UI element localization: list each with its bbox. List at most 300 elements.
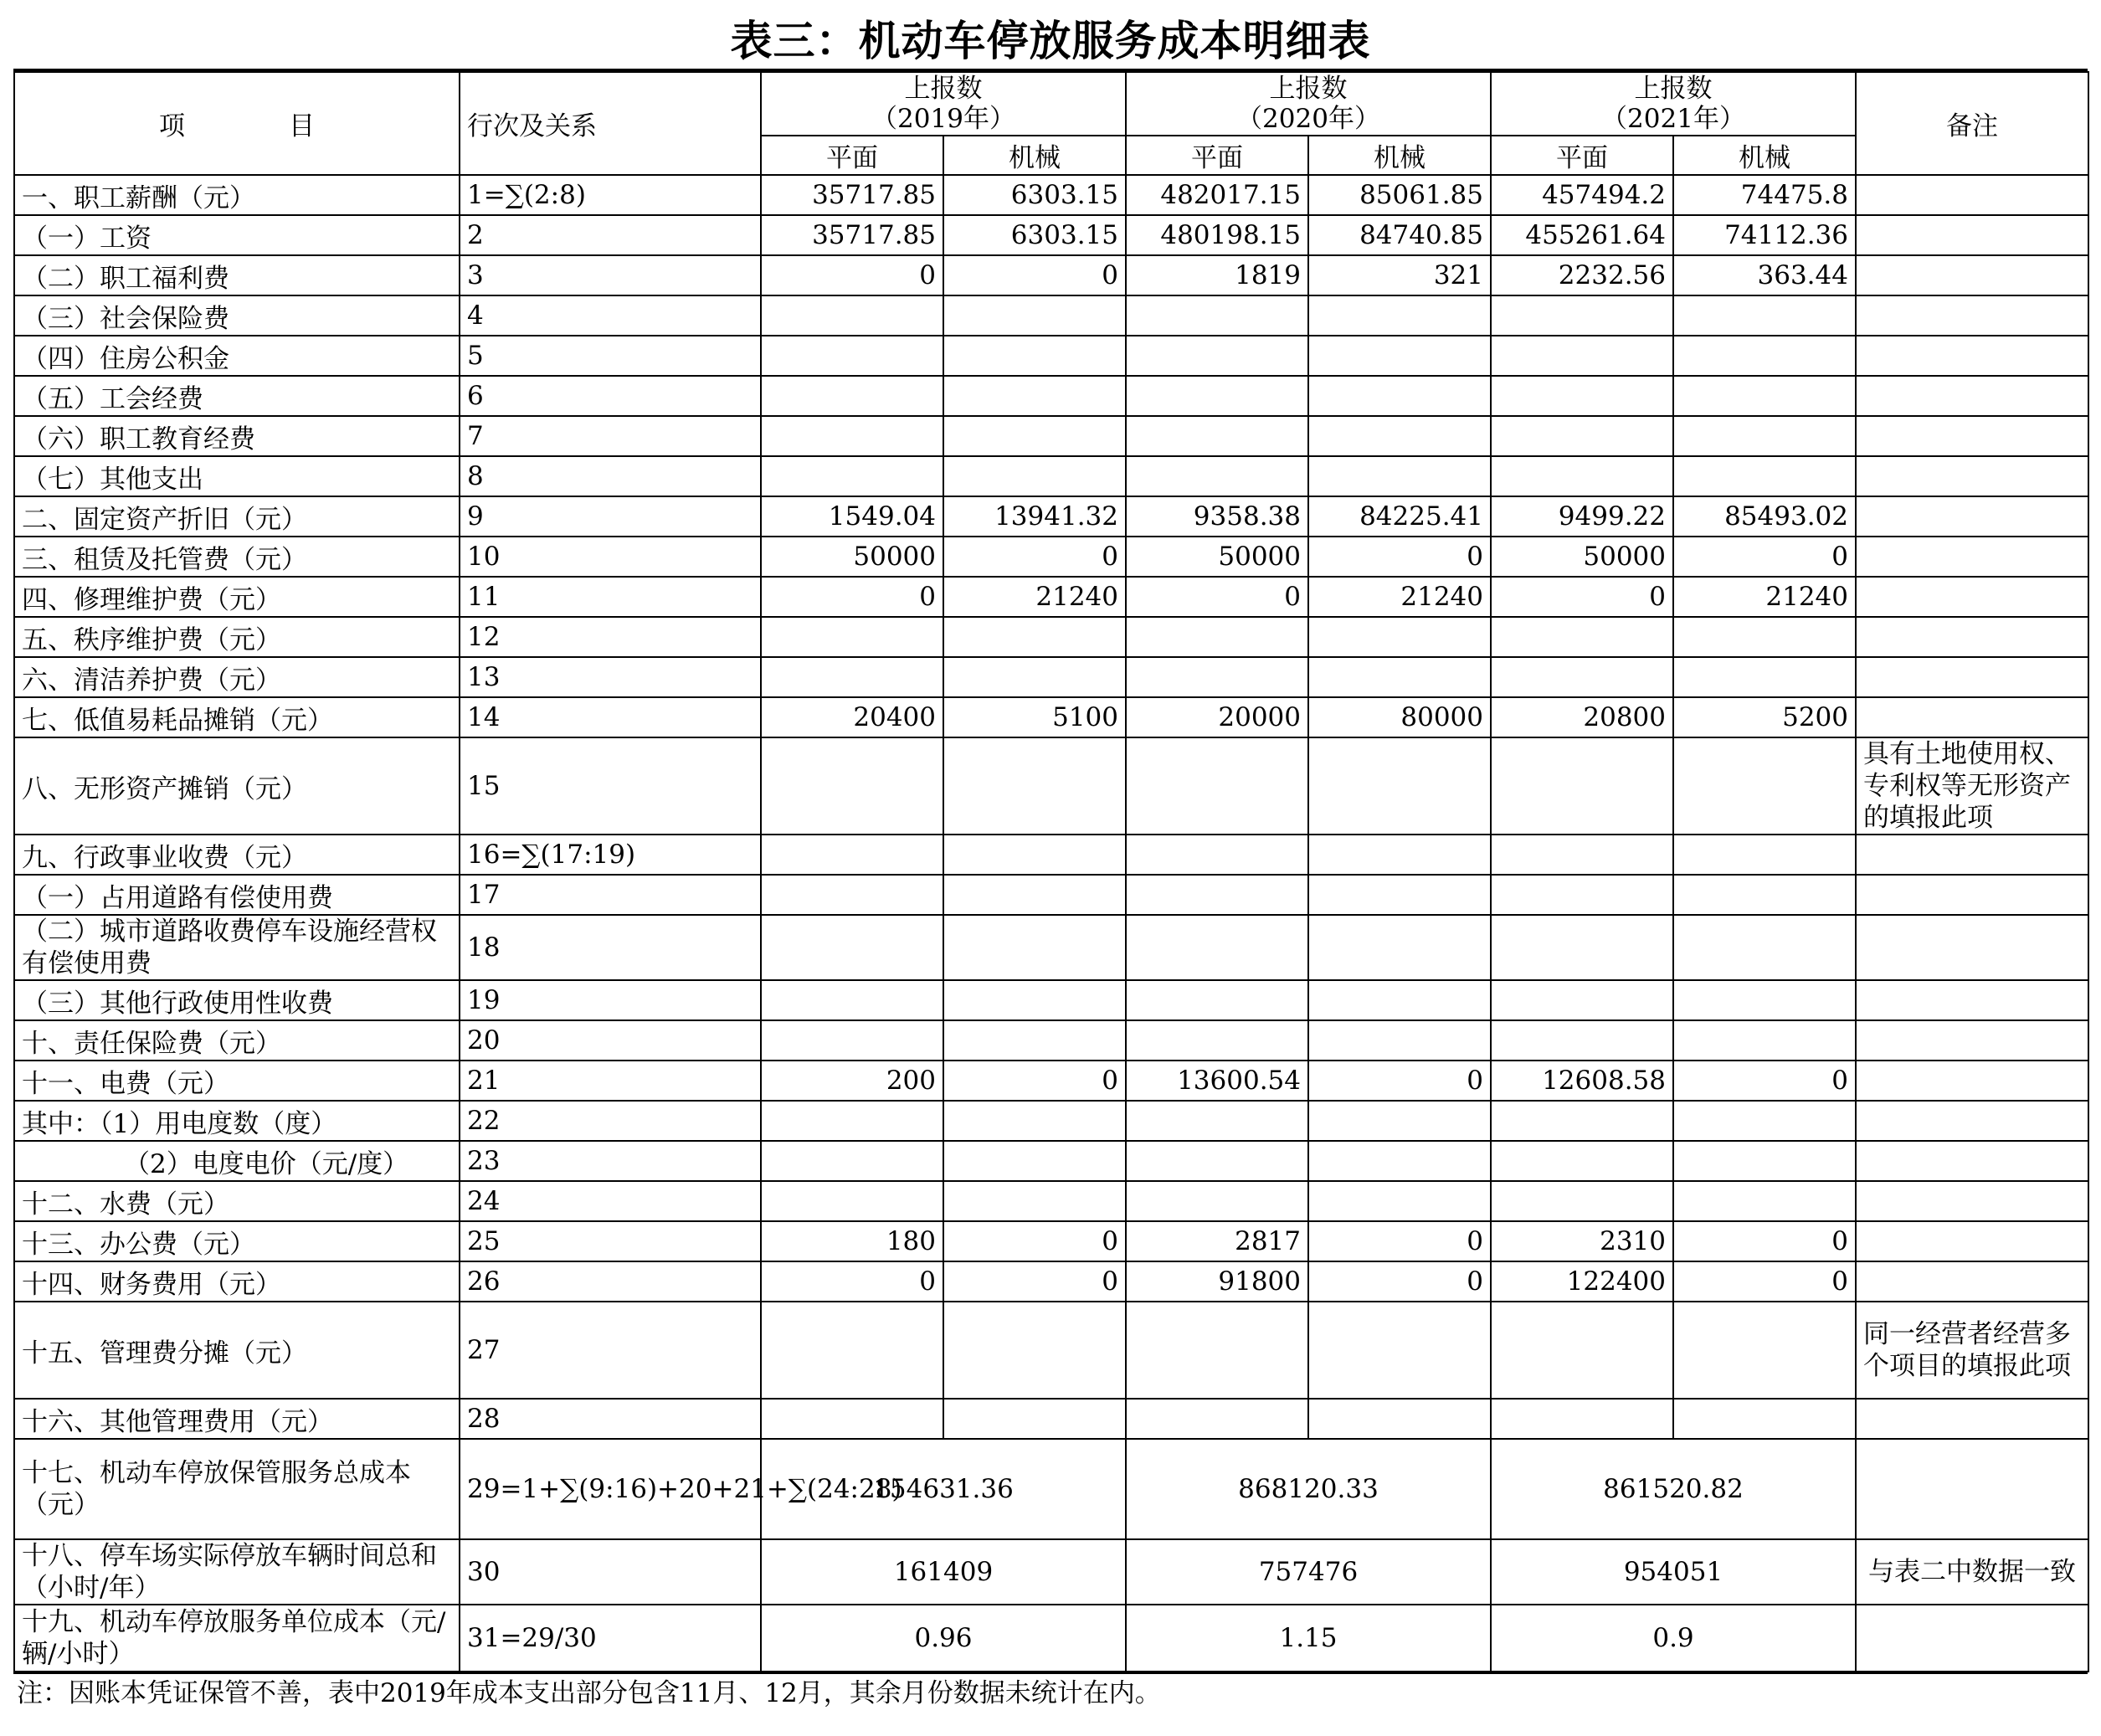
row-relation: 16=∑(17:19)	[460, 835, 761, 875]
row-value-cell: 0	[761, 1261, 943, 1302]
row-value-cell: 35717.85	[761, 175, 943, 215]
row-value-cell	[1126, 657, 1308, 697]
header-flat-2019: 平面	[761, 136, 943, 175]
row-value-cell	[1491, 295, 1673, 336]
row-item-label: 十六、其他管理费用（元）	[14, 1399, 460, 1439]
row-remark	[1856, 1101, 2088, 1141]
row-value-cell: 12608.58	[1491, 1061, 1673, 1101]
row-item-label: 十五、管理费分摊（元）	[14, 1302, 460, 1399]
row-value-cell: 1549.04	[761, 496, 943, 537]
row-value-cell: 5200	[1673, 697, 1856, 737]
row-item-label: 八、无形资产摊销（元）	[14, 737, 460, 835]
row-relation: 28	[460, 1399, 761, 1439]
row-value-cell	[1673, 336, 1856, 376]
summary-item-label: 十七、机动车停放保管服务总成本（元）	[14, 1439, 460, 1539]
summary-remark	[1856, 1439, 2088, 1539]
row-remark	[1856, 175, 2088, 215]
header-reported-label: 上报数	[904, 74, 983, 104]
row-relation: 24	[460, 1181, 761, 1221]
row-value-cell: 50000	[761, 537, 943, 577]
summary-value-cell: 868120.33	[1126, 1439, 1491, 1539]
row-relation: 5	[460, 336, 761, 376]
row-value-cell: 0	[1673, 537, 1856, 577]
row-relation: 2	[460, 215, 761, 255]
table-row	[14, 1399, 2088, 1439]
row-value-cell: 21240	[1673, 577, 1856, 617]
row-value-cell: 0	[943, 1261, 1126, 1302]
row-value-cell	[1491, 1020, 1673, 1061]
row-value-cell: 21240	[943, 577, 1126, 617]
row-value-cell	[761, 915, 943, 980]
row-item-label: 十四、财务费用（元）	[14, 1261, 460, 1302]
row-value-cell: 0	[943, 537, 1126, 577]
row-value-cell: 6303.15	[943, 175, 1126, 215]
row-value-cell: 0	[761, 577, 943, 617]
row-value-cell: 74475.8	[1673, 175, 1856, 215]
row-item-label: 其中：（1）用电度数（度）	[14, 1101, 460, 1141]
row-relation: 7	[460, 416, 761, 456]
row-value-cell	[1126, 1020, 1308, 1061]
row-remark	[1856, 915, 2088, 980]
row-value-cell	[1491, 657, 1673, 697]
row-value-cell	[1308, 416, 1491, 456]
row-remark	[1856, 496, 2088, 537]
row-relation: 6	[460, 376, 761, 416]
row-value-cell	[943, 835, 1126, 875]
row-item-label: 二、固定资产折旧（元）	[14, 496, 460, 537]
row-relation: 25	[460, 1221, 761, 1261]
row-value-cell	[1126, 1101, 1308, 1141]
header-year-label: （2019年）	[871, 104, 1015, 134]
row-relation: 14	[460, 697, 761, 737]
row-value-cell	[943, 336, 1126, 376]
row-value-cell	[1308, 875, 1491, 915]
header-item: 项 目	[14, 72, 460, 175]
row-value-cell	[1308, 980, 1491, 1020]
row-relation: 4	[460, 295, 761, 336]
table-row	[14, 980, 2088, 1020]
row-value-cell	[1673, 1181, 1856, 1221]
summary-value-cell: 1.15	[1126, 1605, 1491, 1672]
summary-value-cell: 757476	[1126, 1539, 1491, 1605]
row-relation: 20	[460, 1020, 761, 1061]
row-value-cell	[761, 295, 943, 336]
row-remark	[1856, 657, 2088, 697]
row-value-cell	[1126, 336, 1308, 376]
row-value-cell: 85061.85	[1308, 175, 1491, 215]
row-value-cell: 2817	[1126, 1221, 1308, 1261]
row-value-cell	[1126, 1141, 1308, 1181]
row-value-cell: 455261.64	[1491, 215, 1673, 255]
row-remark	[1856, 1181, 2088, 1221]
table-row	[14, 1302, 2088, 1399]
row-value-cell	[1673, 1101, 1856, 1141]
row-value-cell	[1673, 737, 1856, 835]
row-value-cell	[1673, 456, 1856, 496]
row-value-cell	[943, 1181, 1126, 1221]
row-item-label: 一、职工薪酬（元）	[14, 175, 460, 215]
row-relation: 18	[460, 915, 761, 980]
row-value-cell: 0	[1308, 537, 1491, 577]
row-value-cell	[1126, 875, 1308, 915]
row-value-cell: 457494.2	[1491, 175, 1673, 215]
row-relation: 26	[460, 1261, 761, 1302]
row-relation: 22	[460, 1101, 761, 1141]
row-value-cell: 6303.15	[943, 215, 1126, 255]
header-year-2021	[1491, 72, 1856, 136]
row-value-cell: 180	[761, 1221, 943, 1261]
row-value-cell: 80000	[1308, 697, 1491, 737]
row-value-cell	[761, 617, 943, 657]
row-value-cell	[943, 980, 1126, 1020]
row-value-cell	[1126, 617, 1308, 657]
row-value-cell	[1126, 835, 1308, 875]
row-relation: 10	[460, 537, 761, 577]
row-value-cell	[1308, 376, 1491, 416]
row-remark	[1856, 980, 2088, 1020]
row-value-cell	[1491, 336, 1673, 376]
row-value-cell	[943, 295, 1126, 336]
row-value-cell: 20000	[1126, 697, 1308, 737]
header-flat-2021: 平面	[1491, 136, 1673, 175]
row-remark	[1856, 875, 2088, 915]
row-item-label: 十三、办公费（元）	[14, 1221, 460, 1261]
row-value-cell	[1308, 1020, 1491, 1061]
summary-item-label: 十八、停车场实际停放车辆时间总和（小时/年）	[14, 1539, 460, 1605]
row-value-cell: 122400	[1491, 1261, 1673, 1302]
row-value-cell: 0	[761, 255, 943, 295]
row-value-cell: 200	[761, 1061, 943, 1101]
row-value-cell: 0	[1673, 1221, 1856, 1261]
row-value-cell: 20800	[1491, 697, 1673, 737]
row-value-cell	[761, 1141, 943, 1181]
table-row	[14, 376, 2088, 416]
row-remark	[1856, 1061, 2088, 1101]
row-value-cell	[1673, 835, 1856, 875]
row-value-cell	[943, 376, 1126, 416]
row-value-cell: 2232.56	[1491, 255, 1673, 295]
row-remark	[1856, 295, 2088, 336]
row-item-label: 七、低值易耗品摊销（元）	[14, 697, 460, 737]
row-value-cell: 84225.41	[1308, 496, 1491, 537]
summary-relation: 31=29/30	[460, 1605, 761, 1672]
row-value-cell: 0	[1308, 1261, 1491, 1302]
row-value-cell	[1673, 376, 1856, 416]
row-value-cell	[1126, 295, 1308, 336]
row-value-cell	[1673, 416, 1856, 456]
table-row	[14, 737, 2088, 835]
row-value-cell	[761, 835, 943, 875]
row-item-label: （七）其他支出	[14, 456, 460, 496]
row-value-cell	[1491, 1399, 1673, 1439]
row-value-cell: 74112.36	[1673, 215, 1856, 255]
row-value-cell	[1491, 1141, 1673, 1181]
row-value-cell	[1308, 915, 1491, 980]
row-remark	[1856, 577, 2088, 617]
summary-item-label: 十九、机动车停放服务单位成本（元/辆/小时）	[14, 1605, 460, 1672]
row-item-label: （一）占用道路有偿使用费	[14, 875, 460, 915]
row-value-cell	[1673, 1141, 1856, 1181]
table-row	[14, 1141, 2088, 1181]
row-value-cell	[1126, 915, 1308, 980]
header-mech-2020: 机械	[1308, 136, 1491, 175]
row-value-cell: 13941.32	[943, 496, 1126, 537]
row-relation: 15	[460, 737, 761, 835]
row-value-cell: 363.44	[1673, 255, 1856, 295]
cost-detail-sheet	[13, 13, 2088, 1713]
table-row	[14, 577, 2088, 617]
row-value-cell	[1673, 1399, 1856, 1439]
row-value-cell: 0	[1308, 1061, 1491, 1101]
summary-relation: 30	[460, 1539, 761, 1605]
row-value-cell	[1308, 737, 1491, 835]
row-value-cell: 2310	[1491, 1221, 1673, 1261]
table-row	[14, 1020, 2088, 1061]
table-row	[14, 255, 2088, 295]
table-row	[14, 1061, 2088, 1101]
row-value-cell: 35717.85	[761, 215, 943, 255]
row-value-cell	[1491, 1181, 1673, 1221]
table-row	[14, 215, 2088, 255]
row-item-label: 十一、电费（元）	[14, 1061, 460, 1101]
row-remark	[1856, 1221, 2088, 1261]
row-value-cell	[1126, 1302, 1308, 1399]
row-value-cell	[1673, 617, 1856, 657]
row-relation: 11	[460, 577, 761, 617]
row-value-cell	[1126, 980, 1308, 1020]
row-value-cell: 1819	[1126, 255, 1308, 295]
row-item-label: （五）工会经费	[14, 376, 460, 416]
row-value-cell	[761, 1399, 943, 1439]
row-value-cell	[943, 1020, 1126, 1061]
row-value-cell	[1126, 376, 1308, 416]
row-relation: 12	[460, 617, 761, 657]
row-item-label: （六）职工教育经费	[14, 416, 460, 456]
row-relation: 3	[460, 255, 761, 295]
summary-row	[14, 1605, 2088, 1672]
header-flat-2020: 平面	[1126, 136, 1308, 175]
row-item-label: 四、修理维护费（元）	[14, 577, 460, 617]
row-item-label: 九、行政事业收费（元）	[14, 835, 460, 875]
row-value-cell: 480198.15	[1126, 215, 1308, 255]
row-value-cell	[1491, 617, 1673, 657]
row-value-cell: 9499.22	[1491, 496, 1673, 537]
header-remark: 备注	[1856, 72, 2088, 175]
header-year-2019	[761, 72, 1126, 136]
row-relation: 21	[460, 1061, 761, 1101]
row-remark	[1856, 456, 2088, 496]
row-value-cell	[761, 980, 943, 1020]
row-value-cell: 0	[1308, 1221, 1491, 1261]
summary-relation: 29=1+∑(9:16)+20+21+∑(24:28)	[460, 1439, 761, 1539]
row-value-cell	[761, 657, 943, 697]
row-value-cell: 85493.02	[1673, 496, 1856, 537]
row-value-cell	[1673, 1020, 1856, 1061]
row-value-cell	[1491, 456, 1673, 496]
row-value-cell	[943, 1101, 1126, 1141]
summary-remark: 与表二中数据一致	[1856, 1539, 2088, 1605]
summary-value-cell: 0.9	[1491, 1605, 1856, 1672]
row-remark	[1856, 697, 2088, 737]
row-relation: 9	[460, 496, 761, 537]
row-value-cell: 91800	[1126, 1261, 1308, 1302]
row-value-cell	[1673, 980, 1856, 1020]
row-value-cell	[943, 1399, 1126, 1439]
header-reported-label: 上报数	[1269, 74, 1348, 104]
table-row	[14, 617, 2088, 657]
row-value-cell: 0	[1673, 1261, 1856, 1302]
row-remark	[1856, 336, 2088, 376]
row-relation: 13	[460, 657, 761, 697]
table-row	[14, 1101, 2088, 1141]
row-value-cell	[1673, 875, 1856, 915]
row-value-cell	[1308, 1101, 1491, 1141]
header-year-label: （2020年）	[1236, 104, 1380, 134]
row-value-cell	[761, 1181, 943, 1221]
table-row	[14, 496, 2088, 537]
row-item-label: （二）城市道路收费停车设施经营权有偿使用费	[14, 915, 460, 980]
row-value-cell	[943, 737, 1126, 835]
row-remark	[1856, 835, 2088, 875]
table-row	[14, 336, 2088, 376]
row-relation: 19	[460, 980, 761, 1020]
row-value-cell	[1673, 657, 1856, 697]
table-row	[14, 1221, 2088, 1261]
row-value-cell: 0	[943, 255, 1126, 295]
row-value-cell	[1308, 617, 1491, 657]
row-relation: 27	[460, 1302, 761, 1399]
row-relation: 1=∑(2:8)	[460, 175, 761, 215]
row-value-cell	[761, 1101, 943, 1141]
row-value-cell: 9358.38	[1126, 496, 1308, 537]
row-value-cell: 84740.85	[1308, 215, 1491, 255]
row-item-label: （2）电度电价（元/度）	[14, 1141, 460, 1181]
header-reported-label: 上报数	[1634, 74, 1713, 104]
row-value-cell	[1491, 875, 1673, 915]
row-value-cell: 0	[943, 1221, 1126, 1261]
row-value-cell	[1491, 915, 1673, 980]
summary-value-cell: 154631.36	[761, 1439, 1126, 1539]
row-value-cell	[1491, 1101, 1673, 1141]
summary-row	[14, 1439, 2088, 1539]
row-value-cell	[1491, 416, 1673, 456]
header-mech-2019: 机械	[943, 136, 1126, 175]
row-value-cell	[1126, 416, 1308, 456]
row-value-cell: 50000	[1491, 537, 1673, 577]
header-mech-2021: 机械	[1673, 136, 1856, 175]
row-value-cell	[761, 336, 943, 376]
row-value-cell: 20400	[761, 697, 943, 737]
row-item-label: （二）职工福利费	[14, 255, 460, 295]
row-value-cell	[1491, 835, 1673, 875]
row-item-label: 五、秩序维护费（元）	[14, 617, 460, 657]
row-value-cell	[1491, 980, 1673, 1020]
summary-row	[14, 1539, 2088, 1605]
summary-value-cell: 861520.82	[1491, 1439, 1856, 1539]
row-remark	[1856, 1399, 2088, 1439]
row-item-label: （一）工资	[14, 215, 460, 255]
table-row	[14, 1181, 2088, 1221]
header-relation: 行次及关系	[460, 72, 761, 175]
row-value-cell: 21240	[1308, 577, 1491, 617]
row-remark: 同一经营者经营多个项目的填报此项	[1856, 1302, 2088, 1399]
table-row	[14, 456, 2088, 496]
row-value-cell	[1673, 915, 1856, 980]
row-value-cell	[1673, 1302, 1856, 1399]
header-year-2020	[1126, 72, 1491, 136]
row-value-cell	[943, 1302, 1126, 1399]
row-value-cell	[1308, 657, 1491, 697]
row-value-cell	[1126, 1181, 1308, 1221]
row-value-cell	[1308, 456, 1491, 496]
row-value-cell	[1491, 1302, 1673, 1399]
summary-value-cell: 161409	[761, 1539, 1126, 1605]
row-value-cell	[1308, 1141, 1491, 1181]
summary-remark	[1856, 1605, 2088, 1672]
row-value-cell	[1126, 737, 1308, 835]
row-value-cell	[1126, 456, 1308, 496]
row-value-cell	[761, 1302, 943, 1399]
row-value-cell: 50000	[1126, 537, 1308, 577]
row-value-cell	[943, 1141, 1126, 1181]
row-item-label: （三）社会保险费	[14, 295, 460, 336]
summary-value-cell: 0.96	[761, 1605, 1126, 1672]
row-value-cell	[1126, 1399, 1308, 1439]
row-item-label: 十二、水费（元）	[14, 1181, 460, 1221]
row-value-cell	[943, 456, 1126, 496]
table-row	[14, 1261, 2088, 1302]
row-value-cell	[943, 915, 1126, 980]
row-relation: 8	[460, 456, 761, 496]
table-row	[14, 537, 2088, 577]
row-remark	[1856, 1261, 2088, 1302]
header-year-label: （2021年）	[1601, 104, 1745, 134]
table-row	[14, 835, 2088, 875]
table-row	[14, 915, 2088, 980]
table-row	[14, 657, 2088, 697]
row-remark	[1856, 1141, 2088, 1181]
row-value-cell	[761, 875, 943, 915]
table-row	[14, 875, 2088, 915]
row-value-cell	[761, 1020, 943, 1061]
row-value-cell: 0	[943, 1061, 1126, 1101]
summary-value-cell: 954051	[1491, 1539, 1856, 1605]
row-item-label: （三）其他行政使用性收费	[14, 980, 460, 1020]
row-value-cell	[1308, 1399, 1491, 1439]
row-value-cell	[1308, 1181, 1491, 1221]
row-value-cell: 0	[1126, 577, 1308, 617]
row-value-cell	[761, 376, 943, 416]
row-value-cell	[943, 657, 1126, 697]
row-value-cell	[1308, 295, 1491, 336]
row-value-cell	[943, 875, 1126, 915]
row-remark	[1856, 1020, 2088, 1061]
row-item-label: 六、清洁养护费（元）	[14, 657, 460, 697]
table-row	[14, 175, 2088, 215]
row-remark	[1856, 215, 2088, 255]
row-value-cell: 321	[1308, 255, 1491, 295]
row-relation: 23	[460, 1141, 761, 1181]
row-relation: 17	[460, 875, 761, 915]
cost-table	[13, 71, 2089, 1672]
row-value-cell	[1491, 376, 1673, 416]
row-item-label: 三、租赁及托管费（元）	[14, 537, 460, 577]
row-item-label: 十、责任保险费（元）	[14, 1020, 460, 1061]
table-row	[14, 416, 2088, 456]
row-value-cell	[761, 416, 943, 456]
row-value-cell	[1673, 295, 1856, 336]
row-value-cell	[943, 416, 1126, 456]
